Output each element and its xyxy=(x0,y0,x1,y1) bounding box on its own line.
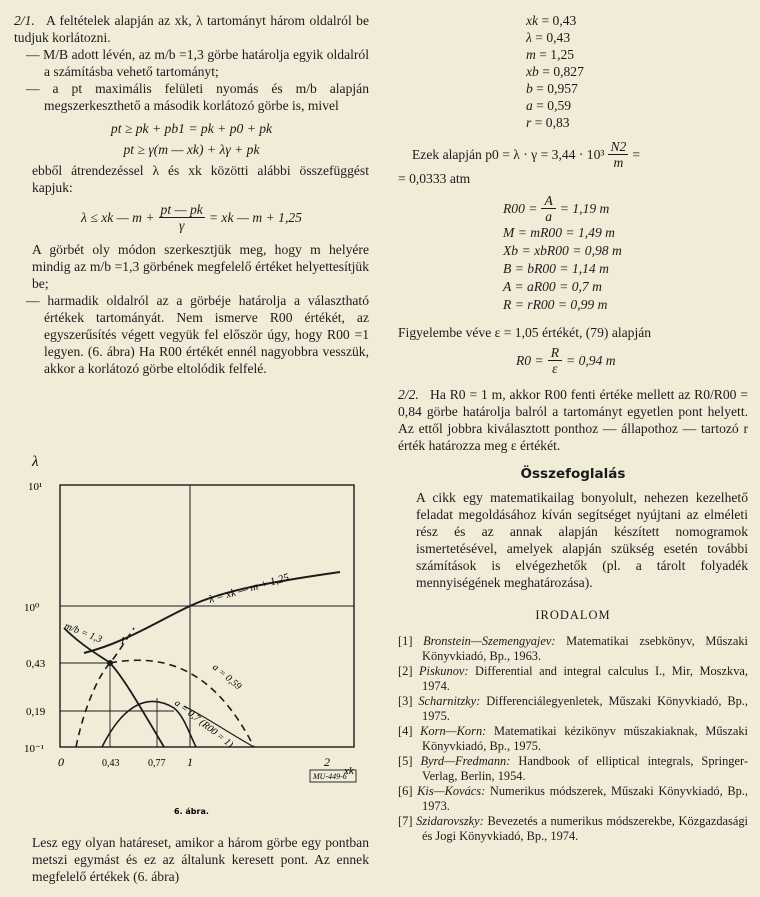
x-tick-1: 1 xyxy=(187,755,193,769)
equation-M: M = mR00 = 1,49 m xyxy=(503,225,615,240)
reference-author: Piskunov: xyxy=(418,664,469,678)
label-curve-lambda: λ = xk — m + 1,25 xyxy=(207,571,291,606)
reference-author: Korn—Korn: xyxy=(420,724,487,738)
equation-p0 xyxy=(412,139,748,170)
equation-3-right: = xk — m + 1,25 xyxy=(208,210,302,225)
x-tick-0-77: 0,77 xyxy=(148,758,166,769)
y-tick-10-0: 10⁰ xyxy=(24,602,40,614)
summary-paragraph: A cikk egy matematikailag bonyolult, nehezen kezelhető feladat megoldásához kíván segítséget nyújtani az elméleti rész és az annak alapján készített nomogramok ismertetésével, amelyek alapján szükség esetén további számítások is elvégezhetők (pl. a tárolt folyadék mennyiségének meghatározása). xyxy=(416,490,748,590)
reference-number: [3] xyxy=(398,694,413,708)
equation-B: B = bR00 = 1,14 m xyxy=(503,261,609,276)
value-val: = 0,957 xyxy=(536,81,578,96)
value-row xyxy=(526,114,748,131)
paragraph-text: Ha R0 = 1 m, akkor R00 fenti értéke mellett az R0/R00 = 0,84 görbe határolja balról a tartományt egyetlen pont helyett. Az ettől jobbra kiválasztott ponthoz — állapothoz — tartozó r érték határozza meg ε értékét. xyxy=(398,387,748,453)
value-key: xk xyxy=(526,13,539,28)
value-key: λ xyxy=(526,30,532,45)
summary-heading: Összefoglalás xyxy=(520,466,626,482)
equation-r00-left: R00 = xyxy=(503,200,538,216)
value-row xyxy=(526,12,748,29)
value-key: m xyxy=(526,47,536,62)
x-tick-2: 2 xyxy=(324,755,330,769)
reference-author: Szidarovszky: xyxy=(416,814,484,828)
reference-title: Differenciálegyenletek, Műszaki Könyvkiadó, Bp., 1975. xyxy=(422,694,748,723)
value-key: r xyxy=(526,115,532,130)
reference-number: [5] xyxy=(398,754,413,768)
reference-item xyxy=(398,634,748,664)
label-curve-a-0-59: a = 0,59 xyxy=(210,661,244,693)
equation-R: R = rR00 = 0,99 m xyxy=(503,297,608,312)
reference-author: Scharnitzky: xyxy=(418,694,481,708)
equation-3 xyxy=(14,202,369,233)
value-row xyxy=(526,46,748,63)
reference-item xyxy=(398,784,748,814)
reference-title: Handbook of elliptical integrals, Springer-Verlag, Berlin, 1954. xyxy=(422,754,748,783)
reference-item xyxy=(398,664,748,694)
value-row xyxy=(526,97,748,114)
fraction xyxy=(159,202,205,233)
fraction-denominator: γ xyxy=(179,218,185,233)
fraction-numerator: A xyxy=(541,193,555,209)
label-curve-a-0-7: a = 0,7 (R00 = 1) xyxy=(172,697,236,751)
paragraph-pt-curve: — a pt maximális felületi nyomás és m/b alapján megszerkeszthető a második korlátozó görbe is, mivel xyxy=(26,81,369,113)
fraction-denominator: a xyxy=(545,209,553,224)
reference-title: Matematikai kézikönyv műszakiaknak, Műszaki Könyvkiadó, Bp., 1975. xyxy=(422,724,748,753)
reference-title: Differential and integral calculus I., Mir, Moszkva, 1974. xyxy=(422,664,748,693)
radius-equations xyxy=(503,193,748,314)
figure-caption: 6. ábra. xyxy=(174,807,209,816)
paragraph-a-curve: — harmadik oldalról az a görbéje határolja a választható értékek tartományát. Nem ismerve R00 értékét, az egyszerűsítés végett vegyük fel először úgy, hogy R00 =1 legyen. (6. ábra) Ha R00 értékét ennél nagyobbra vesszük, akkor a korlátozó görbe eltolódik felfelé. xyxy=(26,293,369,376)
value-key: b xyxy=(526,81,533,96)
reference-number: [2] xyxy=(398,664,413,678)
reference-item xyxy=(398,814,748,844)
paragraph-2-1 xyxy=(14,12,369,46)
left-column xyxy=(14,12,369,377)
reference-title: Matematikai zsebkönyv, Műszaki Könyvkiadó, Bp., 1963. xyxy=(422,634,748,663)
equation-Xb: Xb = xbR00 = 0,98 m xyxy=(503,243,622,258)
fraction-numerator: N2 xyxy=(610,139,627,154)
y-tick-0-19: 0,19 xyxy=(26,706,46,718)
references-heading: IRODALOM xyxy=(535,608,611,622)
reference-number: [7] xyxy=(398,814,413,828)
stamp-text: MU-449-6 xyxy=(313,772,347,781)
reference-item xyxy=(398,694,748,724)
section-number: 2/2. xyxy=(398,387,419,402)
left-bottom-paragraph xyxy=(14,834,369,885)
value-list xyxy=(526,12,748,131)
paragraph-epsilon: Figyelembe véve ε = 1,05 értékét, (79) alapján xyxy=(398,325,652,340)
reference-author: Bronstein—Szemengyajev: xyxy=(423,634,556,648)
value-val: = 0,59 xyxy=(536,98,572,113)
paragraph-mb-curve: — M/B adott lévén, az m/b =1,3 görbe határolja egyik oldalról a számításba vehető tartományt; xyxy=(26,47,369,79)
y-tick-0-43: 0,43 xyxy=(26,658,46,670)
equation-r00 xyxy=(503,193,748,224)
value-row xyxy=(526,80,748,97)
equation-p0-equals: = xyxy=(632,147,640,162)
label-curve-mb: m/b = 1,3 xyxy=(62,620,104,646)
plot-frame xyxy=(60,485,354,747)
equation-r0-right: = 0,94 m xyxy=(566,353,616,368)
paragraph-text: A feltételek alapján az xk, λ tartományt három oldalról be tudjuk korlátozni. xyxy=(14,13,369,45)
value-key: xb xyxy=(526,64,539,79)
value-row xyxy=(526,63,748,80)
reference-item xyxy=(398,754,748,784)
paragraph-2-2 xyxy=(398,386,748,454)
reference-author: Byrd—Fredmann: xyxy=(420,754,511,768)
y-tick-10-m1: 10⁻¹ xyxy=(24,743,45,755)
reference-title: Bevezetés a numerikus módszerekbe, Közgazdasági és Jogi Könyvkiadó, Bp., 1974. xyxy=(422,814,748,843)
right-column xyxy=(398,12,748,844)
y-tick-10-1: 10¹ xyxy=(28,481,43,493)
value-val: = 0,827 xyxy=(542,64,584,79)
value-key: a xyxy=(526,98,533,113)
equation-r0 xyxy=(516,345,748,376)
reference-list xyxy=(398,634,748,844)
paragraph-rearrange: ebből átrendezéssel λ és xk közötti alábbi összefüggést kapjuk: xyxy=(32,163,369,195)
reference-title: Numerikus módszerek, Műszaki Könyvkiadó, Bp., 1973. xyxy=(422,784,748,813)
intersection-point xyxy=(107,660,113,666)
reference-number: [6] xyxy=(398,784,413,798)
x-axis-label: xk xyxy=(344,765,354,777)
reference-author: Kis—Kovács: xyxy=(417,784,486,798)
fraction-denominator: ε xyxy=(552,361,558,376)
marker-1: 1 xyxy=(120,635,126,647)
value-val: = 0,43 xyxy=(535,30,571,45)
value-val: = 0,43 xyxy=(541,13,577,28)
equation-r0-left: R0 = xyxy=(516,353,544,368)
fraction-numerator: pt — pk xyxy=(160,202,203,217)
section-number: 2/1. xyxy=(14,13,35,28)
value-row xyxy=(526,29,748,46)
equation-A: A = aR00 = 0,7 m xyxy=(503,279,602,294)
fraction xyxy=(541,193,555,224)
x-tick-0: 0 xyxy=(58,755,64,769)
fraction xyxy=(548,345,562,376)
y-axis-label: λ xyxy=(32,454,39,470)
equation-2: pt ≥ γ(m — xk) + λγ + pk xyxy=(123,142,260,157)
fraction xyxy=(608,139,628,170)
paragraph-limit-case: Lesz egy olyan határeset, amikor a három görbe egy pontban metszi egymást és ez az általunk keresett pont. Az ennek megfelelő értékek (6. ábra) xyxy=(32,835,369,884)
x-tick-0-43: 0,43 xyxy=(102,758,120,769)
equation-p0-left: Ezek alapján p0 = λ · γ = 3,44 · 10³ xyxy=(412,147,605,162)
fraction-numerator: R xyxy=(548,345,562,361)
value-val: = 1,25 xyxy=(539,47,575,62)
reference-number: [4] xyxy=(398,724,413,738)
value-val: = 0,83 xyxy=(534,115,570,130)
equation-1: pt ≥ pk + pb1 = pk + p0 + pk xyxy=(110,121,273,136)
paragraph-construction: A görbét oly módon szerkesztjük meg, hogy m helyére mindig az m/b =1,3 görbének megfelelő értéket helyettesítjük be; xyxy=(32,242,369,291)
equation-3-left: λ ≤ xk — m + xyxy=(81,210,155,225)
reference-number: [1] xyxy=(398,634,413,648)
equation-r00-right: = 1,19 m xyxy=(559,200,610,216)
figure-6-nomogram xyxy=(14,448,374,828)
curve-mb xyxy=(64,628,164,747)
fraction-denominator: m xyxy=(613,155,624,170)
reference-item xyxy=(398,724,748,754)
equation-p0-result: = 0,0333 atm xyxy=(398,171,471,186)
